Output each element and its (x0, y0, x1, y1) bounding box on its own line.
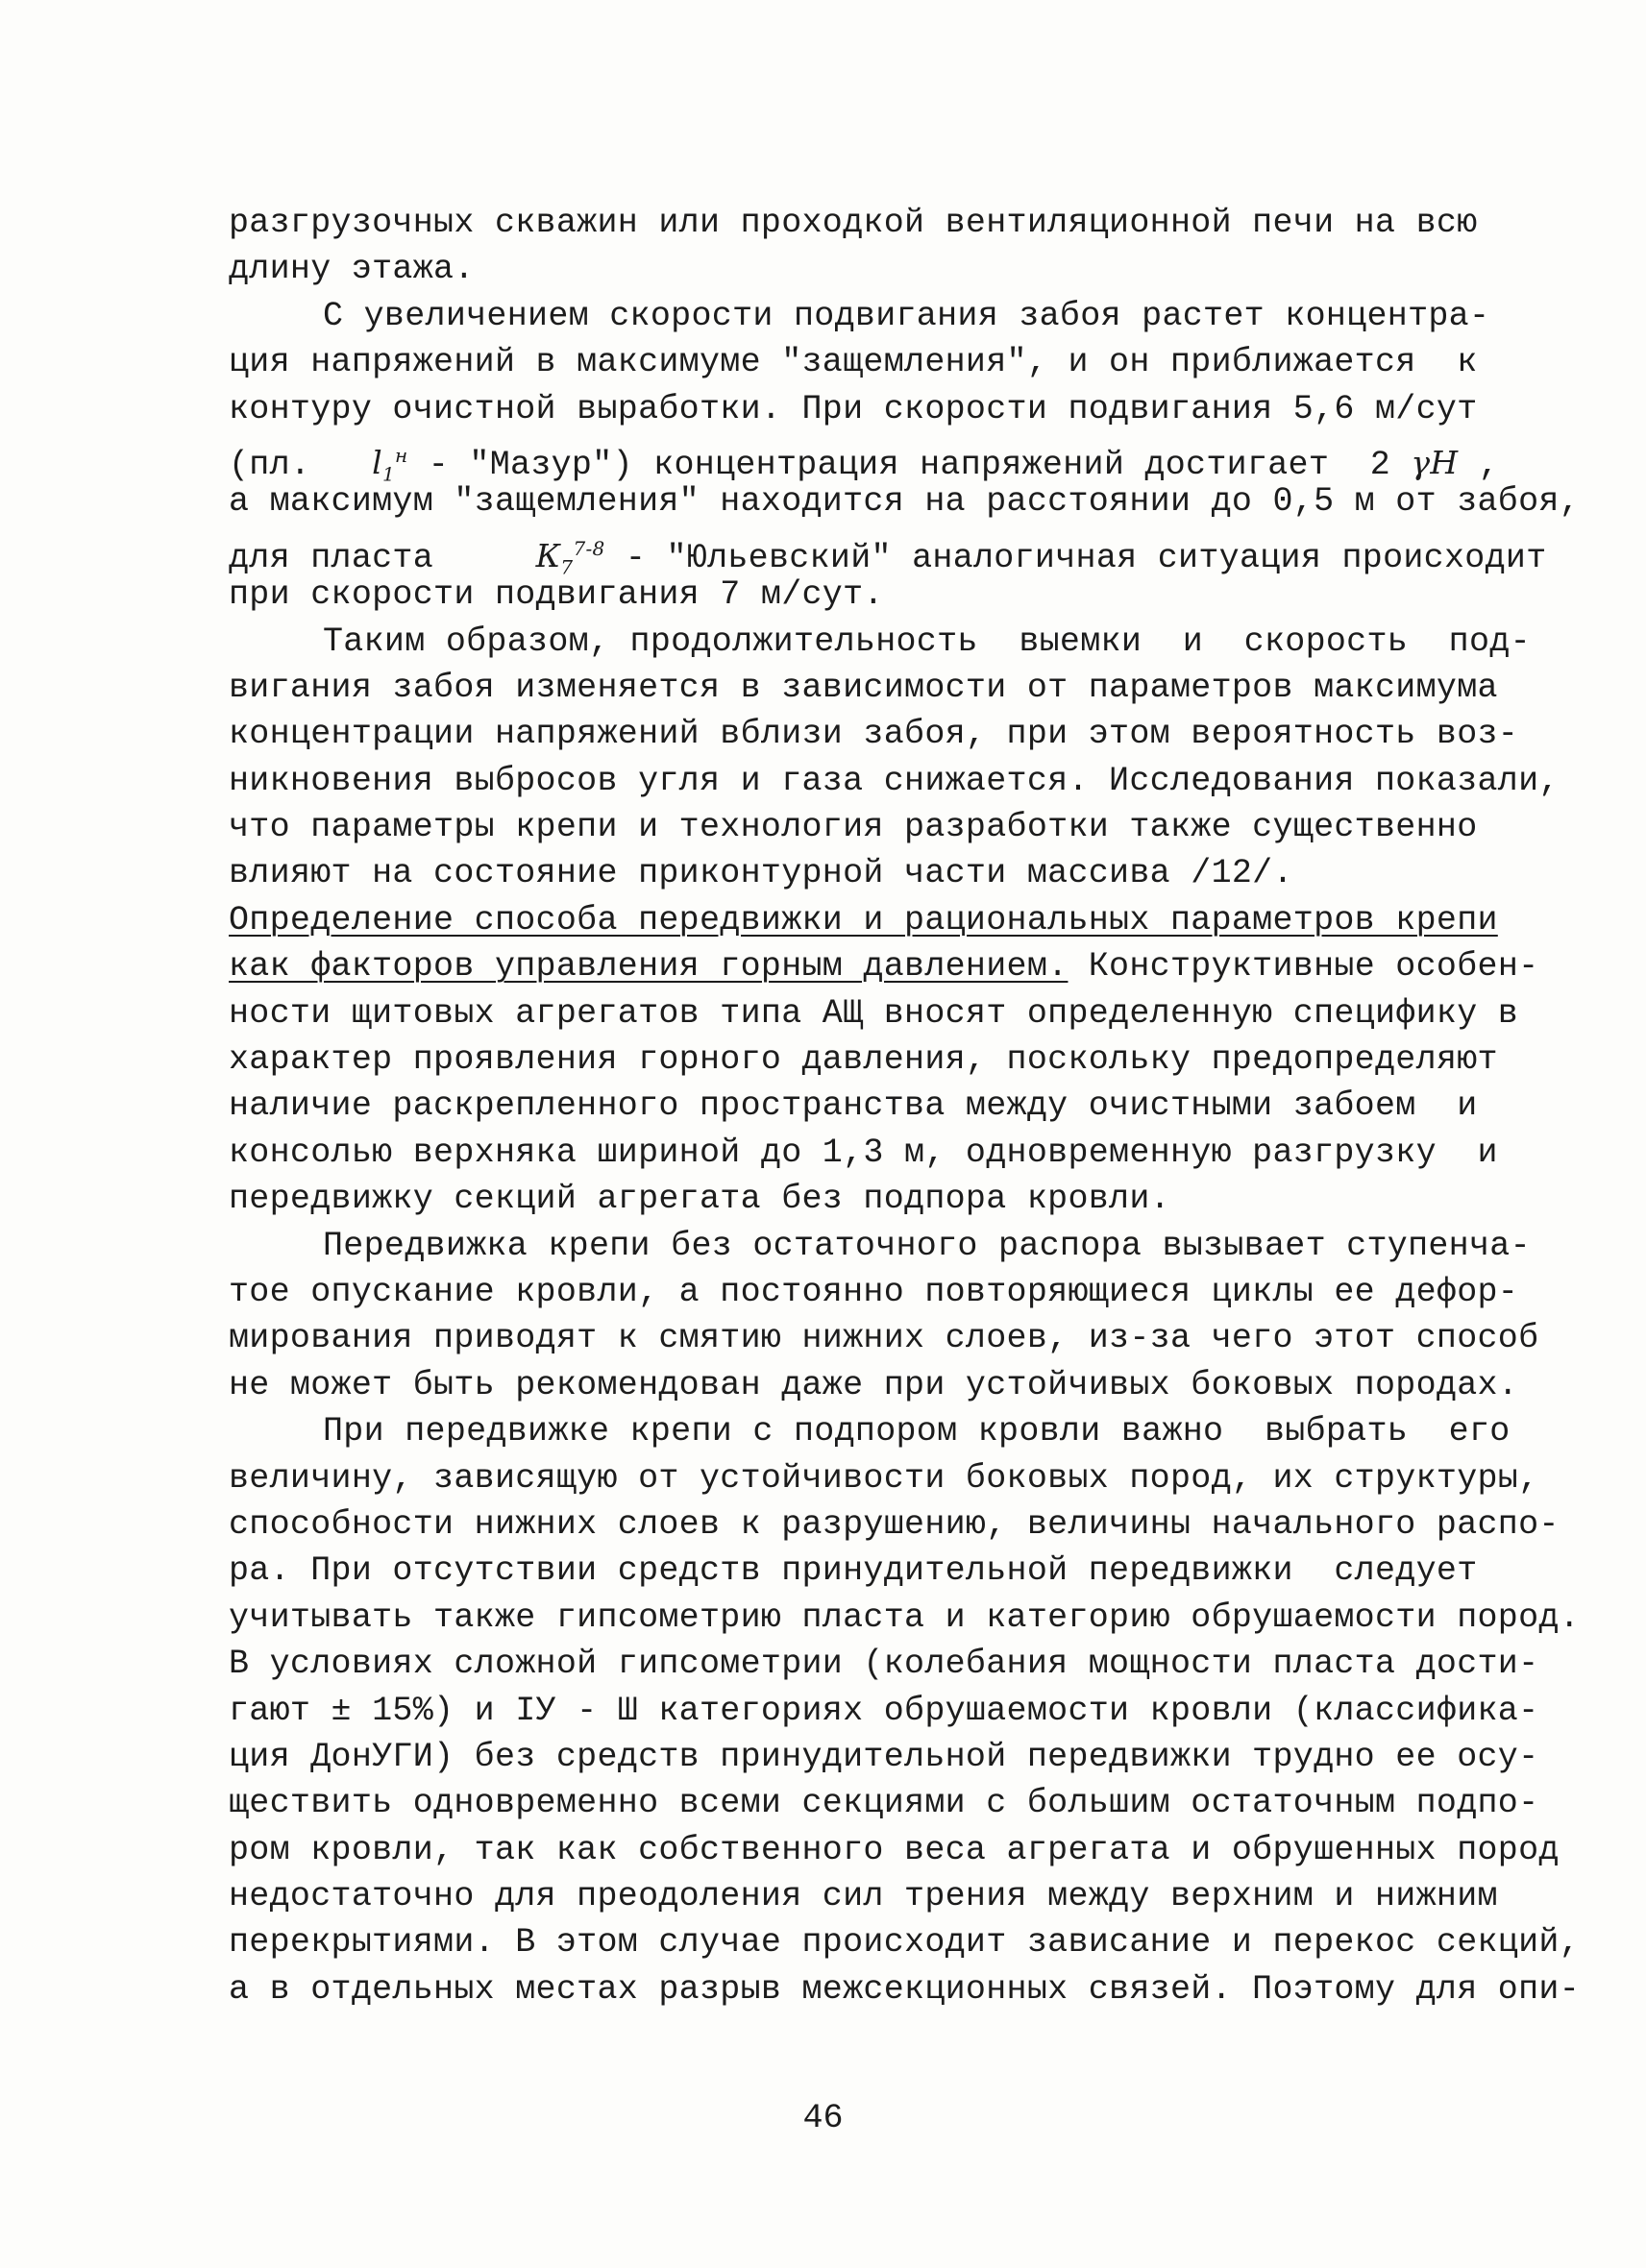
text-line: ция ДонУГИ) без средств принудительной передвижки трудно ее осу- (229, 1737, 1539, 1776)
text-line: В условиях сложной гипсометрии (колебания мощности пласта дости- (229, 1645, 1539, 1684)
text-line: перекрытиями. В этом случае происходит зависание и перекос секций, (229, 1923, 1581, 1963)
text-line: концентрации напряжений вблизи забоя, при этом вероятность воз- (229, 715, 1519, 754)
text-line: ра. При отсутствии средств принудительной передвижки следует (229, 1551, 1478, 1591)
text-line: длину этажа. (229, 250, 475, 289)
text-line: вигания забоя изменяется в зависимости от параметров максимума (229, 668, 1498, 707)
text-line: ности щитовых агрегатов типа АЩ вносят определенную специфику в (229, 993, 1519, 1033)
text-line: а максимум "защемления" находится на расстоянии до 0,5 м от забоя, (229, 482, 1581, 522)
seam-index: $К_7^{7-8}$ (535, 536, 605, 579)
seam-index: $l_1^н$ (372, 443, 408, 486)
text-line: никновения выбросов угля и газа снижается. Исследования показали, (229, 761, 1560, 800)
text-fragment: , (1458, 445, 1500, 484)
text-fragment: (пл. (229, 445, 373, 484)
section-heading-line (229, 897, 1498, 943)
text-line: контуру очистной выработки. При скорости подвигания 5,6 м/сут (229, 389, 1478, 428)
text-line: характер проявления горного давления, поскольку предопределяют (229, 1040, 1498, 1080)
text-line: при скорости подвигания 7 м/сут. (229, 575, 884, 615)
text-line: ром кровли, так как собственного веса агрегата и обрушенных пород (229, 1830, 1560, 1869)
text-line: ществить одновременно всеми секциями с большим остаточным подпо- (229, 1784, 1539, 1823)
formula-line (229, 525, 1547, 579)
text-line: наличие раскрепленного пространства между очистными забоем и (229, 1086, 1478, 1126)
text-line: способности нижних слоев к разрушению, величины начального распо- (229, 1504, 1560, 1544)
text-fragment: для пласта (229, 538, 536, 577)
formula-line (229, 432, 1500, 486)
text-line: недостаточно для преодоления сил трения между верхним и нижним (229, 1877, 1498, 1916)
text-fragment: - "Мазур") концентрация напряжений достигает 2 (407, 445, 1412, 484)
section-heading-line (229, 943, 1539, 989)
page-number: 46 (802, 2099, 844, 2137)
text-line: С увеличением скорости подвигания забоя растет концентра- (323, 296, 1490, 335)
text-fragment: - "Юльевский" аналогичная ситуация происходит (604, 538, 1547, 577)
text-line: а в отдельных местах разрыв межсекционных связей. Поэтому для опи- (229, 1969, 1581, 2009)
text-line: величину, зависящую от устойчивости боковых пород, их структуры, (229, 1458, 1539, 1498)
text-line: консолью верхняка шириной до 1,3 м, одновременную разгрузку и (229, 1133, 1498, 1172)
text-line: передвижку секций агрегата без подпора кровли. (229, 1180, 1170, 1219)
text-line: гают ± 15%) и IУ - Ш категориях обрушаемости кровли (классифика- (229, 1691, 1539, 1730)
text-fragment: Конструктивные особен- (1068, 947, 1539, 987)
section-heading: Определение способа передвижки и рациональных параметров крепи (229, 900, 1498, 939)
body-text (229, 200, 1581, 2012)
section-heading: как факторов управления горным давлением. (229, 947, 1069, 987)
text-line: учитывать также гипсометрию пласта и категорию обрушаемости пород. (229, 1597, 1581, 1637)
text-line: Таким образом, продолжительность выемки и скорость под- (323, 622, 1531, 661)
text-line: мирования приводят к смятию нижних слоев, из-за чего этот способ (229, 1319, 1539, 1358)
gamma-h-symbol: γН (1411, 443, 1459, 481)
text-line: ция напряжений в максимуме "защемления", и он приближается к (229, 343, 1478, 382)
text-line: При передвижке крепи с подпором кровли важно выбрать его (323, 1412, 1511, 1451)
text-line: не может быть рекомендован даже при устойчивых боковых породах. (229, 1365, 1519, 1404)
text-line: Передвижка крепи без остаточного распора вызывает ступенча- (323, 1226, 1531, 1265)
text-line: тое опускание кровли, а постоянно повторяющиеся циклы ее дефор- (229, 1272, 1519, 1311)
text-line: что параметры крепи и технология разработки также существенно (229, 808, 1478, 847)
text-line: разгрузочных скважин или проходкой вентиляционной печи на всю (229, 204, 1478, 242)
text-line: влияют на состояние приконтурной части массива /12/. (229, 854, 1293, 893)
